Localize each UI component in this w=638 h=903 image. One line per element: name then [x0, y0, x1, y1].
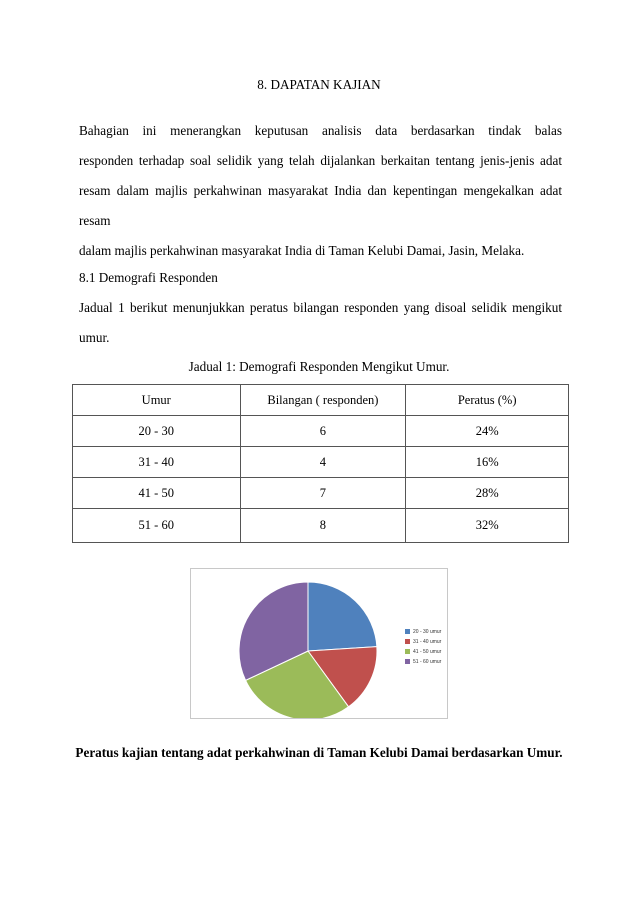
legend-swatch: [405, 629, 410, 634]
subsection: [79, 263, 562, 353]
legend-label: 41 - 50 umur: [413, 649, 442, 655]
subsection-line: Jadual 1 berikut menunjukkan peratus bilangan responden yang disoal selidik mengikut: [79, 300, 562, 315]
legend-swatch: [405, 659, 410, 664]
legend-label: 51 - 60 umur: [413, 659, 442, 665]
intro-line: dalam majlis perkahwinan masyarakat India di Taman Kelubi Damai, Jasin, Melaka.: [79, 243, 525, 258]
table-cell: 4: [240, 447, 406, 478]
pie-slice: [308, 582, 377, 651]
legend-label: 31 - 40 umur: [413, 639, 442, 645]
table-row: [73, 478, 569, 509]
pie-chart: [190, 568, 448, 719]
table-cell: 7: [240, 478, 406, 509]
table-cell: 28%: [406, 478, 569, 509]
table-header-cell: Peratus (%): [406, 385, 569, 416]
demographics-table: [72, 384, 569, 543]
intro-line: resam dalam majlis perkahwinan masyarakat India dan kepentingan mengekalkan adat resam: [79, 183, 562, 228]
intro-line: responden terhadap soal selidik yang telah dijalankan berkaitan tentang jenis-jenis adat: [79, 153, 562, 168]
table-cell: 20 - 30: [73, 416, 241, 447]
legend-swatch: [405, 649, 410, 654]
table-cell: 32%: [406, 509, 569, 543]
table-cell: 8: [240, 509, 406, 543]
legend-label: 20 - 30 umur: [413, 629, 442, 635]
intro-paragraph: [79, 116, 562, 266]
table-header-row: [73, 385, 569, 416]
legend-item: [405, 629, 441, 639]
table-cell: 31 - 40: [73, 447, 241, 478]
subsection-title: 8.1 Demografi Responden: [79, 270, 218, 285]
intro-line: Bahagian ini menerangkan keputusan analisis data berdasarkan tindak balas: [79, 123, 562, 138]
table-cell: 51 - 60: [73, 509, 241, 543]
table-cell: 41 - 50: [73, 478, 241, 509]
table-header-cell: Umur: [73, 385, 241, 416]
table-row: [73, 416, 569, 447]
figure-caption: Peratus kajian tentang adat perkahwinan di Taman Kelubi Damai berdasarkan Umur.: [75, 745, 563, 760]
subsection-line: umur.: [79, 330, 110, 345]
table-header-cell: Bilangan ( responden): [240, 385, 406, 416]
legend-swatch: [405, 639, 410, 644]
chart-legend: [405, 629, 441, 669]
section-heading: 8. DAPATAN KAJIAN: [257, 77, 381, 92]
legend-item: [405, 639, 441, 649]
table-cell: 24%: [406, 416, 569, 447]
legend-item: [405, 659, 441, 669]
table-row: [73, 447, 569, 478]
legend-item: [405, 649, 441, 659]
table-cell: 6: [240, 416, 406, 447]
table-cell: 16%: [406, 447, 569, 478]
table-caption: Jadual 1: Demografi Responden Mengikut Umur.: [188, 359, 450, 374]
table-row: [73, 509, 569, 543]
